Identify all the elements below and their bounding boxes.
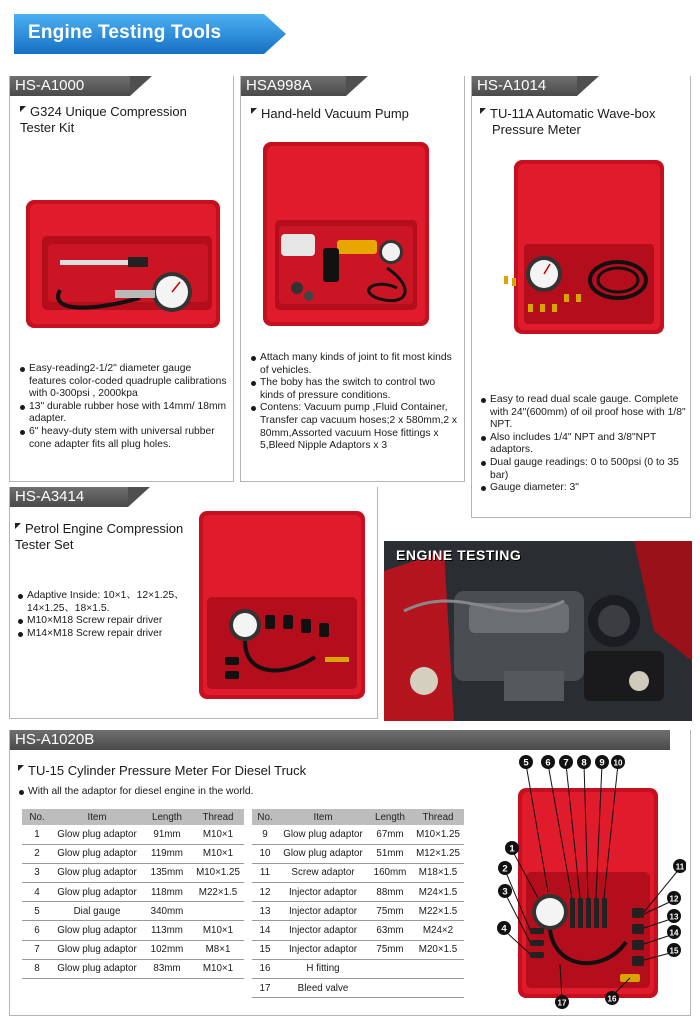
table-cell: Glow plug adaptor bbox=[52, 940, 142, 959]
table-cell: M20×1.5 bbox=[412, 940, 464, 959]
table-cell: 2 bbox=[22, 844, 52, 863]
table-body bbox=[22, 825, 244, 979]
callout-number: 12 bbox=[669, 894, 679, 904]
feature-item: Dual gauge readings: 0 to 500psi (0 to 35 bar) bbox=[480, 457, 690, 482]
engine-testing-photo bbox=[384, 541, 692, 721]
table-cell: 340mm bbox=[142, 902, 192, 921]
table-cell: 7 bbox=[22, 940, 52, 959]
table-row bbox=[22, 940, 244, 959]
callout-number: 17 bbox=[557, 998, 567, 1008]
table-cell: 3 bbox=[22, 863, 52, 882]
product-panel-hs-a1014 bbox=[471, 76, 691, 518]
feature-item: Contens: Vacuum pump ,Fluid Container, Transfer cap vacuum hoses;2 x 580mm,2 x 80mm,Assorted vacuum Hose fittings x 5,Bleed Nipple Adaptors x 3 bbox=[250, 402, 462, 452]
product-code-header bbox=[10, 76, 130, 96]
table-cell: M22×1.5 bbox=[192, 883, 244, 902]
table-header-row bbox=[22, 809, 244, 825]
table-cell: M8×1 bbox=[192, 940, 244, 959]
product-panel-hs-a1020b bbox=[9, 730, 691, 1016]
heading-marker-icon bbox=[15, 523, 21, 529]
table-cell bbox=[368, 959, 412, 978]
product-code-header bbox=[241, 76, 346, 96]
table-cell: Glow plug adaptor bbox=[278, 844, 368, 863]
feature-item: Adaptive Inside: 10×1、12×1.25、14×1.25、18×1.5. bbox=[17, 590, 227, 615]
heading-marker-icon bbox=[480, 108, 486, 114]
table-cell: Injector adaptor bbox=[278, 902, 368, 921]
product-name bbox=[251, 106, 461, 122]
product-name-line: TU-11A Automatic Wave-box bbox=[490, 106, 656, 121]
column-header: No. bbox=[22, 809, 52, 825]
product-name-line: Petrol Engine Compression bbox=[25, 521, 184, 536]
table-cell: 14 bbox=[252, 921, 278, 940]
product-code: HSA998A bbox=[246, 77, 312, 94]
table-cell: 5 bbox=[22, 902, 52, 921]
product-panel-hs-a3414 bbox=[9, 487, 378, 719]
table-cell: M10×1 bbox=[192, 844, 244, 863]
callout-number: 11 bbox=[675, 862, 685, 872]
table-cell: 9 bbox=[252, 825, 278, 844]
table-cell: M10×1 bbox=[192, 959, 244, 978]
table-cell: 17 bbox=[252, 979, 278, 998]
feature-item: Easy-reading2-1/2" diameter gauge features color-coded quadruple calibrations with 0-300psi , 2000kpa bbox=[19, 363, 231, 401]
callout-number: 2 bbox=[502, 863, 508, 875]
table-cell: Glow plug adaptor bbox=[278, 825, 368, 844]
table-cell bbox=[412, 979, 464, 998]
table-cell: Injector adaptor bbox=[278, 883, 368, 902]
table-body bbox=[252, 825, 464, 998]
table-cell: 75mm bbox=[368, 940, 412, 959]
table-cell: 1 bbox=[22, 825, 52, 844]
table-cell: 11 bbox=[252, 863, 278, 882]
table-cell: M10×1 bbox=[192, 825, 244, 844]
table-cell: M10×1 bbox=[192, 921, 244, 940]
table-row bbox=[22, 825, 244, 844]
table-cell: 119mm bbox=[142, 844, 192, 863]
feature-list bbox=[17, 590, 227, 640]
table-cell: Glow plug adaptor bbox=[52, 863, 142, 882]
table-cell: M24×1.5 bbox=[412, 883, 464, 902]
table-cell: M22×1.5 bbox=[412, 902, 464, 921]
page-title-banner bbox=[14, 14, 284, 54]
table-cell: Glow plug adaptor bbox=[52, 825, 142, 844]
table-row bbox=[252, 979, 464, 998]
table-cell: Screw adaptor bbox=[278, 863, 368, 882]
product-code: HS-A3414 bbox=[15, 488, 85, 505]
diesel-pressure-meter-kit-photo bbox=[486, 752, 686, 1012]
callout-number: 1 bbox=[509, 843, 515, 855]
table-cell bbox=[192, 902, 244, 921]
product-name-line: Hand-held Vacuum Pump bbox=[261, 106, 409, 121]
feature-item: 13" durable rubber hose with 14mm/ 18mm adapter. bbox=[19, 401, 231, 426]
feature-list bbox=[250, 352, 462, 453]
callout-number: 13 bbox=[669, 912, 679, 922]
table-cell: 88mm bbox=[368, 883, 412, 902]
table-header-row bbox=[252, 809, 464, 825]
product-code: HS-A1014 bbox=[477, 77, 547, 94]
table-cell: Bleed valve bbox=[278, 979, 368, 998]
column-header: Thread bbox=[412, 809, 464, 825]
product-code-header bbox=[10, 730, 670, 750]
table-row bbox=[252, 921, 464, 940]
column-header: Length bbox=[142, 809, 192, 825]
vacuum-pump-kit-photo bbox=[257, 138, 432, 328]
product-code: HS-A1020B bbox=[15, 731, 95, 748]
feature-item: M14×M18 Screw repair driver bbox=[17, 628, 227, 641]
table-cell: Glow plug adaptor bbox=[52, 844, 142, 863]
table-cell: 83mm bbox=[142, 959, 192, 978]
heading-marker-icon bbox=[18, 765, 24, 771]
table-cell: Injector adaptor bbox=[278, 921, 368, 940]
feature-item: 6" heavy-duty stem with universal rubber cone adapter fits all plug holes. bbox=[19, 426, 231, 451]
table-cell bbox=[368, 979, 412, 998]
table-row bbox=[22, 959, 244, 978]
table-cell: Glow plug adaptor bbox=[52, 959, 142, 978]
parts-table-left bbox=[22, 809, 244, 979]
compression-tester-kit-photo bbox=[20, 194, 220, 334]
table-cell: 113mm bbox=[142, 921, 192, 940]
product-name-line: Tester Kit bbox=[20, 120, 75, 135]
product-code-header bbox=[472, 76, 577, 96]
callout-number: 3 bbox=[502, 886, 508, 898]
callout-number: 7 bbox=[563, 757, 569, 769]
product-name-line: Pressure Meter bbox=[492, 122, 581, 137]
column-header: Item bbox=[278, 809, 368, 825]
product-panel-hs-a1000 bbox=[9, 76, 234, 482]
table-cell: 10 bbox=[252, 844, 278, 863]
table-cell: 13 bbox=[252, 902, 278, 921]
table-cell: 135mm bbox=[142, 863, 192, 882]
pressure-meter-kit-photo bbox=[488, 158, 673, 338]
table-cell: Glow plug adaptor bbox=[52, 921, 142, 940]
table-cell: Glow plug adaptor bbox=[52, 883, 142, 902]
callout-number: 9 bbox=[599, 757, 605, 769]
table-row bbox=[252, 940, 464, 959]
table-row bbox=[22, 844, 244, 863]
callout-number: 6 bbox=[545, 757, 551, 769]
table-cell: 102mm bbox=[142, 940, 192, 959]
product-code: HS-A1000 bbox=[15, 77, 85, 94]
table-cell: 8 bbox=[22, 959, 52, 978]
feature-list bbox=[480, 394, 690, 495]
heading-marker-icon bbox=[251, 108, 257, 114]
engine-testing-caption: ENGINE TESTING bbox=[396, 547, 522, 563]
table-cell: M12×1.25 bbox=[412, 844, 464, 863]
table-cell: 4 bbox=[22, 883, 52, 902]
product-name-line: Tester Set bbox=[15, 537, 74, 552]
table-cell bbox=[412, 959, 464, 978]
product-code-header bbox=[10, 487, 128, 507]
feature-item: Gauge diameter: 3" bbox=[480, 482, 690, 495]
table-row bbox=[252, 883, 464, 902]
table-cell: 12 bbox=[252, 883, 278, 902]
engine-bay-illustration bbox=[384, 541, 692, 721]
feature-list bbox=[19, 363, 231, 451]
table-cell: M10×1.25 bbox=[412, 825, 464, 844]
table-cell: 15 bbox=[252, 940, 278, 959]
product-name bbox=[20, 104, 230, 136]
page-title: Engine Testing Tools bbox=[28, 22, 222, 43]
feature-item: With all the adaptor for diesel engine in the world. bbox=[18, 786, 458, 799]
feature-item: Also includes 1/4" NPT and 3/8"NPT adaptors. bbox=[480, 432, 690, 457]
feature-item: The boby has the switch to control two kinds of pressure conditions. bbox=[250, 377, 462, 402]
table-cell: Dial gauge bbox=[52, 902, 142, 921]
table-cell: M24×2 bbox=[412, 921, 464, 940]
table-cell: 118mm bbox=[142, 883, 192, 902]
feature-item: Attach many kinds of joint to fit most kinds of vehicles. bbox=[250, 352, 462, 377]
parts-table-right bbox=[252, 809, 464, 998]
table-row bbox=[252, 844, 464, 863]
table-cell: M18×1.5 bbox=[412, 863, 464, 882]
table-cell: 16 bbox=[252, 959, 278, 978]
table-row bbox=[252, 825, 464, 844]
callout-number: 14 bbox=[669, 928, 679, 938]
table-row bbox=[22, 921, 244, 940]
callout-number: 10 bbox=[613, 758, 623, 768]
table-cell: 75mm bbox=[368, 902, 412, 921]
heading-marker-icon bbox=[20, 106, 26, 112]
product-name bbox=[18, 763, 418, 779]
column-header: No. bbox=[252, 809, 278, 825]
table-cell: Injector adaptor bbox=[278, 940, 368, 959]
table-row bbox=[252, 863, 464, 882]
table-cell: 51mm bbox=[368, 844, 412, 863]
table-row bbox=[252, 959, 464, 978]
feature-item: M10×M18 Screw repair driver bbox=[17, 615, 227, 628]
table-row bbox=[22, 883, 244, 902]
callout-number: 8 bbox=[581, 757, 587, 769]
column-header: Thread bbox=[192, 809, 244, 825]
table-cell: 6 bbox=[22, 921, 52, 940]
feature-list bbox=[18, 786, 458, 799]
feature-item: Easy to read dual scale gauge. Complete with 24"(600mm) of oil proof hose with 1/8" NPT. bbox=[480, 394, 690, 432]
product-name bbox=[15, 521, 205, 553]
callout-number: 15 bbox=[669, 946, 679, 956]
product-name-line: TU-15 Cylinder Pressure Meter For Diesel Truck bbox=[28, 763, 307, 778]
table-row bbox=[252, 902, 464, 921]
column-header: Item bbox=[52, 809, 142, 825]
table-cell: 91mm bbox=[142, 825, 192, 844]
table-cell: H fitting bbox=[278, 959, 368, 978]
callout-number: 5 bbox=[523, 757, 529, 769]
table-cell: 160mm bbox=[368, 863, 412, 882]
callout-number: 16 bbox=[607, 994, 617, 1004]
table-row bbox=[22, 902, 244, 921]
table-cell: 67mm bbox=[368, 825, 412, 844]
column-header: Length bbox=[368, 809, 412, 825]
product-panel-hsa998a bbox=[240, 76, 465, 482]
table-row bbox=[22, 863, 244, 882]
callout-number: 4 bbox=[501, 923, 507, 935]
product-name bbox=[480, 106, 690, 138]
product-name-line: G324 Unique Compression bbox=[30, 104, 187, 119]
table-cell: M10×1.25 bbox=[192, 863, 244, 882]
table-cell: 63mm bbox=[368, 921, 412, 940]
